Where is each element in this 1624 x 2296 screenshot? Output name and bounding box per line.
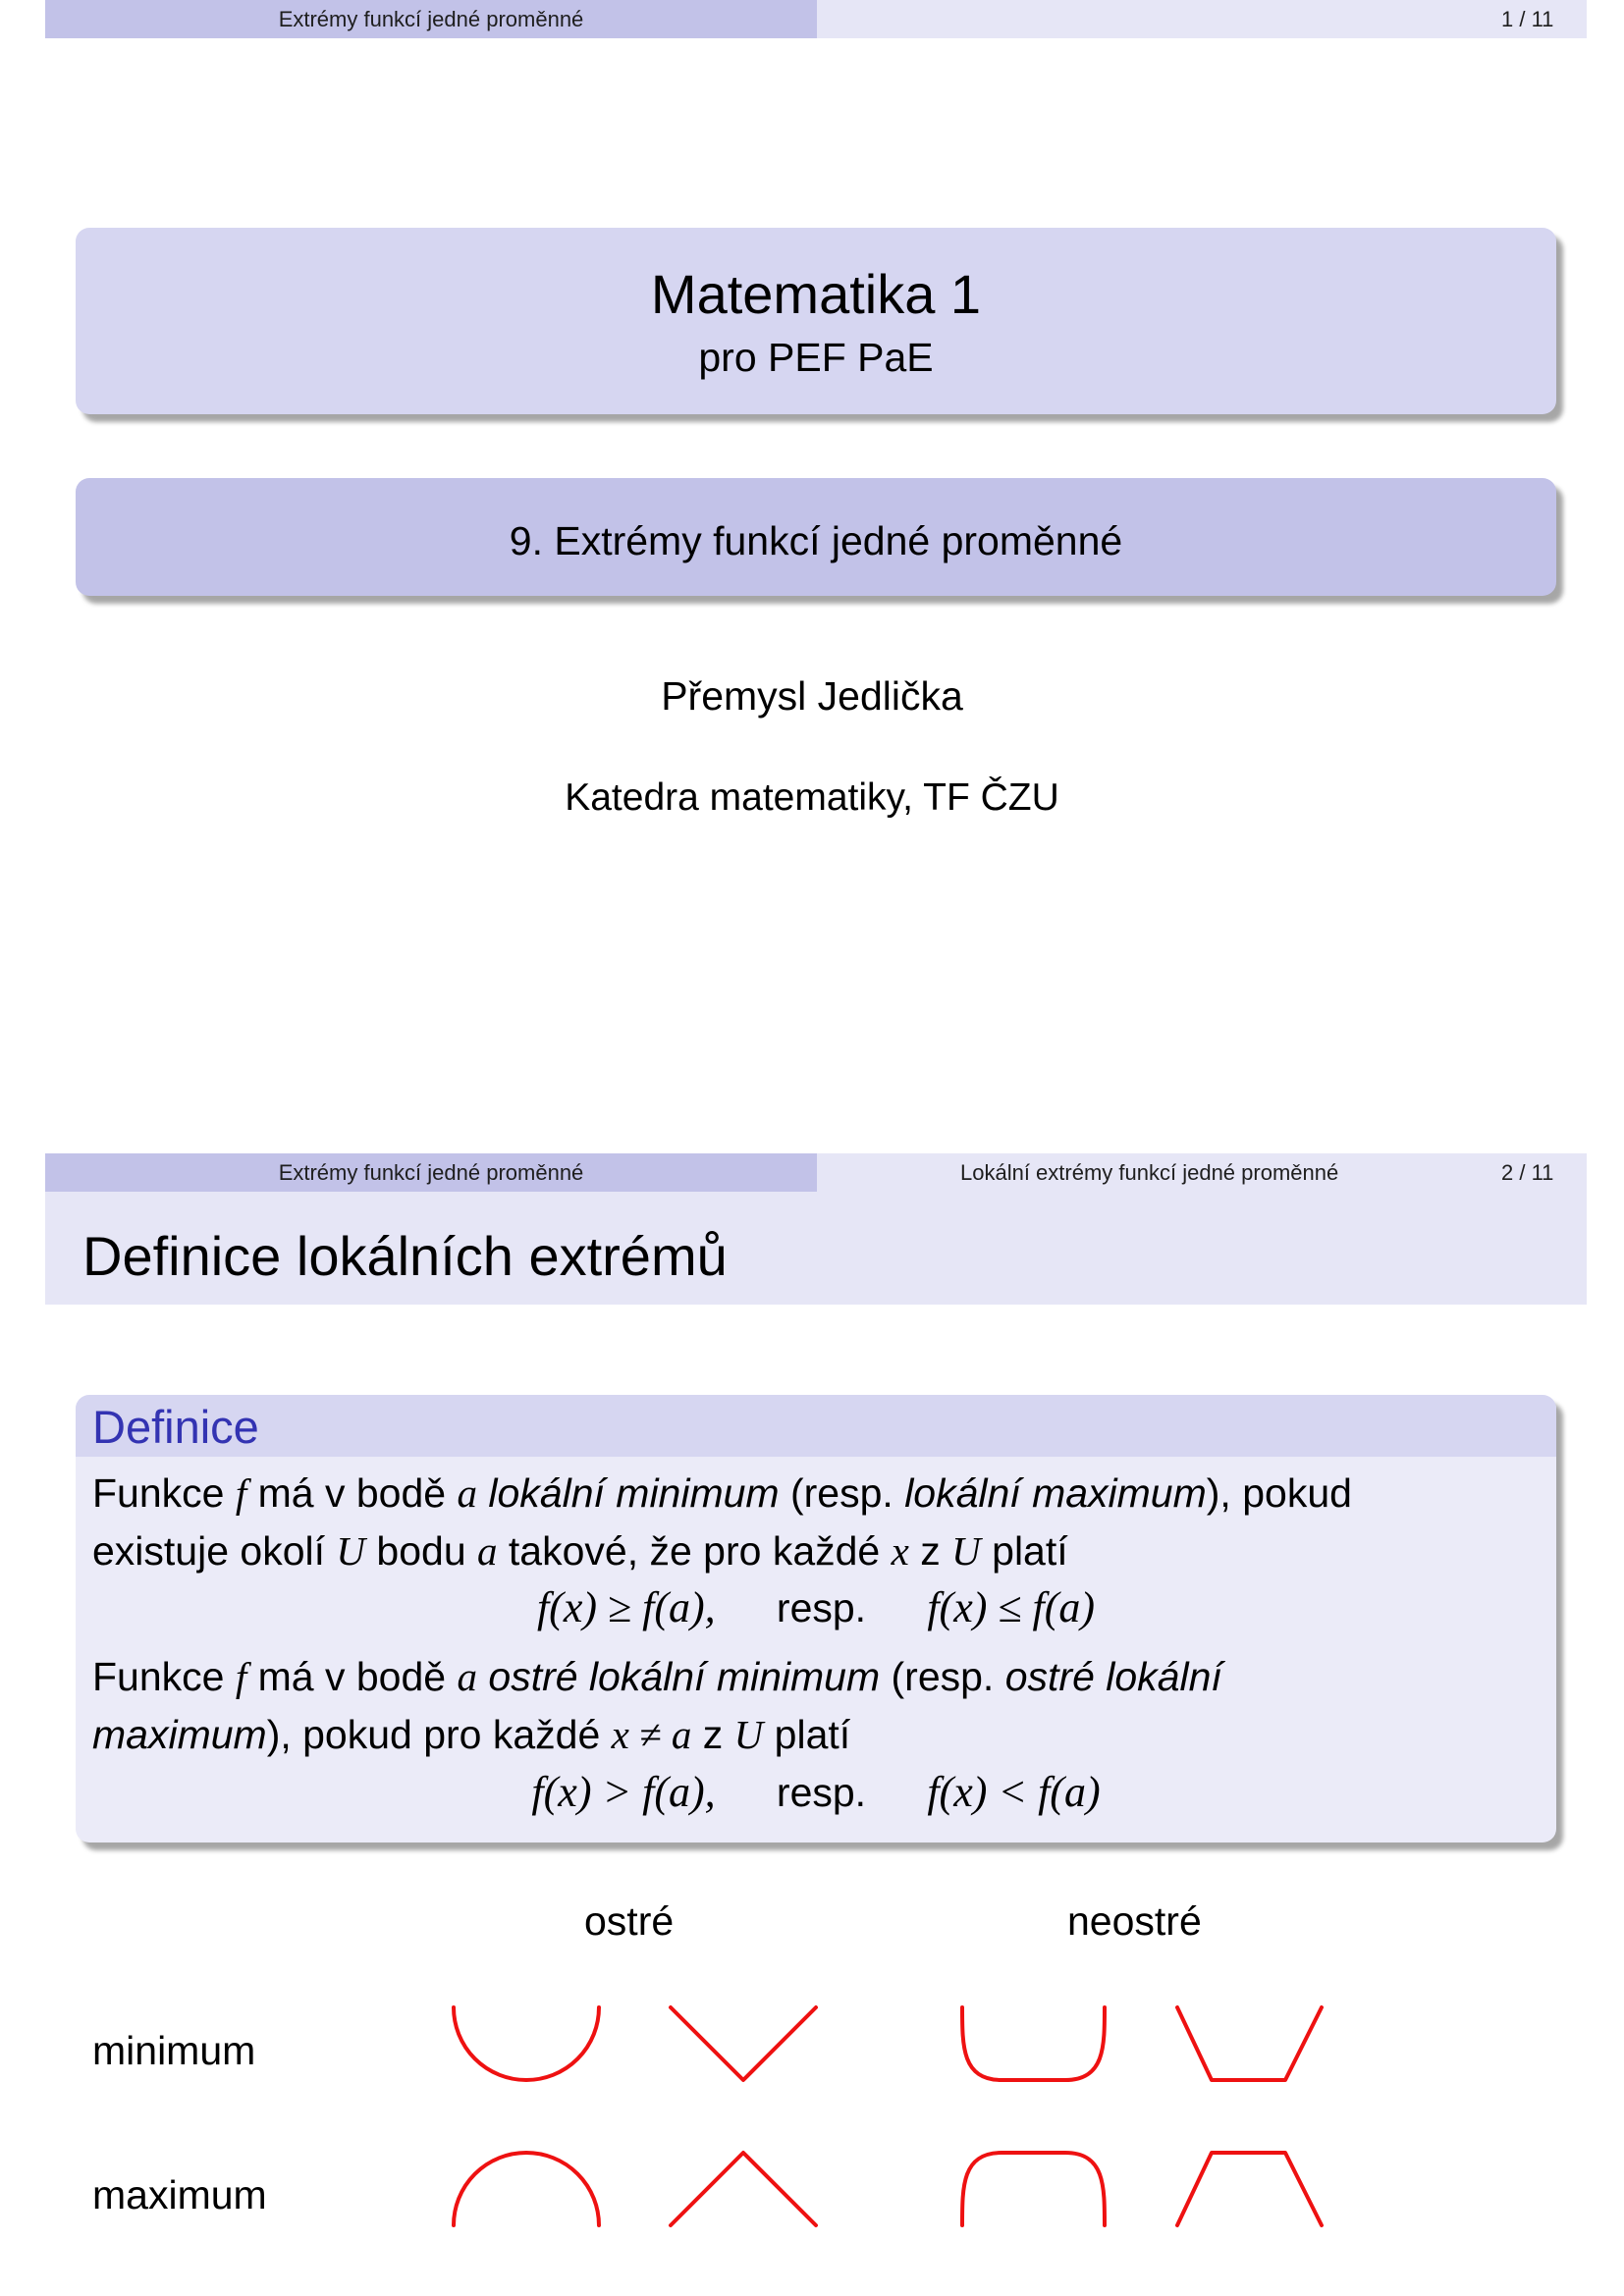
lecture-title: 9. Extrémy funkcí jedné proměnné bbox=[509, 518, 1123, 563]
definition-title: Definice bbox=[92, 1401, 259, 1453]
text: má v bodě bbox=[246, 1470, 458, 1516]
row-label-minimum: minimum bbox=[92, 2028, 256, 2073]
math-U: U bbox=[336, 1528, 366, 1574]
nonstrict-corner-minimum-curve bbox=[1177, 2007, 1322, 2080]
strict-corner-maximum-curve bbox=[671, 2153, 816, 2225]
text: platí bbox=[763, 1712, 851, 1757]
section-title: Lokální extrémy funkcí jedné proměnné bbox=[960, 1160, 1339, 1185]
term-strict-local: ostré lokální bbox=[1004, 1654, 1222, 1699]
nonstrict-smooth-minimum-curve bbox=[962, 2007, 1105, 2080]
math-f: f bbox=[235, 1654, 247, 1699]
strict-smooth-minimum-curve bbox=[454, 2007, 599, 2080]
text: z bbox=[691, 1712, 734, 1757]
math-a: a bbox=[457, 1654, 477, 1699]
text: (resp. bbox=[779, 1470, 905, 1516]
text: takové, že pro každé bbox=[497, 1528, 892, 1574]
strict-corner-minimum-curve bbox=[671, 2007, 816, 2080]
term-strict-local-minimum: ostré lokální minimum bbox=[488, 1654, 881, 1699]
math-x-neq-a: x ≠ a bbox=[611, 1712, 692, 1757]
text: ), pokud bbox=[1206, 1470, 1352, 1516]
header-title-text: Extrémy funkcí jedné proměnné bbox=[278, 1159, 584, 1185]
column-label-nonstrict: neostré bbox=[1067, 1898, 1202, 1944]
text: platí bbox=[980, 1528, 1068, 1574]
curves-group bbox=[454, 2007, 1322, 2225]
presentation-subtitle: pro PEF PaE bbox=[698, 335, 934, 380]
math-U: U bbox=[951, 1528, 981, 1574]
presentation-title: Matematika 1 bbox=[650, 263, 982, 325]
formula-right: f(x) ≤ f(a) bbox=[927, 1583, 1096, 1631]
nonstrict-smooth-maximum-curve bbox=[962, 2153, 1105, 2225]
math-x: x bbox=[891, 1528, 909, 1574]
nonstrict-corner-maximum-curve bbox=[1177, 2153, 1322, 2225]
page-number: 1 / 11 bbox=[1501, 7, 1554, 31]
formula-left: f(x) > f(a), bbox=[531, 1768, 716, 1816]
text: z bbox=[908, 1528, 952, 1574]
math-f: f bbox=[235, 1470, 247, 1516]
formula-left: f(x) ≥ f(a), bbox=[536, 1583, 716, 1631]
text: ), pokud pro každé bbox=[266, 1712, 612, 1757]
formula-right: f(x) < f(a) bbox=[927, 1768, 1101, 1816]
frame-title: Definice lokálních extrémů bbox=[82, 1225, 728, 1287]
row-label-maximum: maximum bbox=[92, 2172, 267, 2217]
term-maximum: maximum bbox=[92, 1712, 267, 1757]
math-a: a bbox=[477, 1528, 498, 1574]
formula-resp: resp. bbox=[776, 1585, 867, 1630]
math-U: U bbox=[733, 1712, 764, 1757]
text: má v bodě bbox=[246, 1654, 458, 1699]
math-a: a bbox=[457, 1470, 477, 1516]
text: existuje okolí bbox=[92, 1528, 337, 1574]
institute: Katedra matematiky, TF ČZU bbox=[565, 776, 1059, 819]
text: Funkce bbox=[92, 1470, 236, 1516]
term-local-minimum: lokální minimum bbox=[488, 1470, 780, 1516]
text: bodu bbox=[365, 1528, 478, 1574]
header-title-text: Extrémy funkcí jedné proměnné bbox=[278, 6, 584, 31]
text: (resp. bbox=[880, 1654, 1005, 1699]
term-local-maximum: lokální maximum bbox=[904, 1470, 1207, 1516]
formula-resp: resp. bbox=[776, 1770, 867, 1815]
author: Přemysl Jedlička bbox=[661, 673, 963, 719]
strict-smooth-maximum-curve bbox=[454, 2153, 599, 2225]
column-label-strict: ostré bbox=[584, 1898, 675, 1944]
page-number: 2 / 11 bbox=[1501, 1160, 1554, 1185]
text: Funkce bbox=[92, 1654, 236, 1699]
